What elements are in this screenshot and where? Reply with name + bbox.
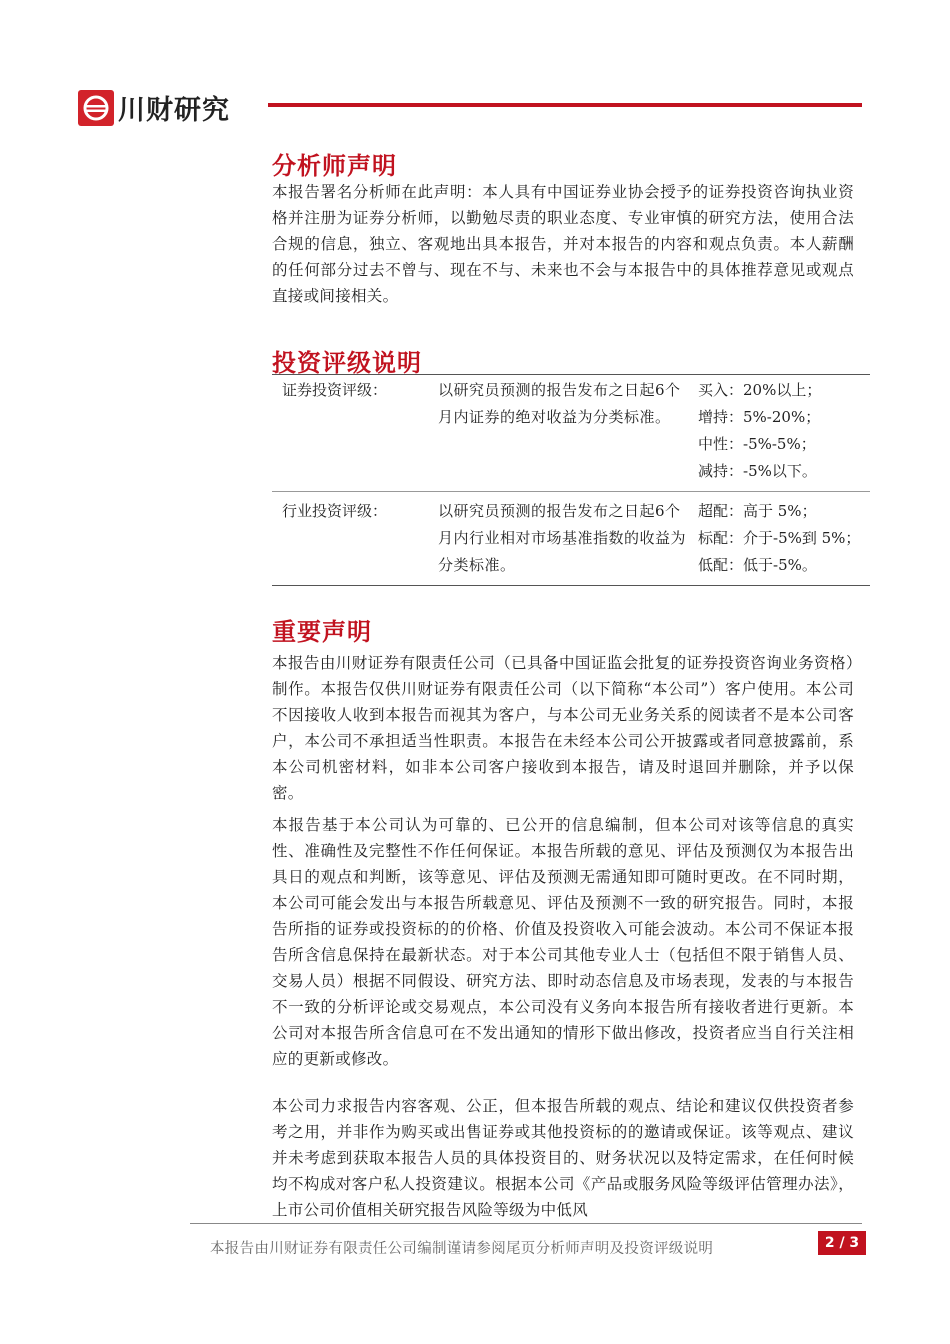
rating-description: 以研究员预测的报告发布之日起6个月内证券的绝对收益为分类标准。 <box>438 375 688 492</box>
important-disclaimer-title: 重要声明 <box>272 617 372 646</box>
disclaimer-paragraph: 本报告基于本公司认为可靠的、已公开的信息编制，但本公司对该等信息的真实性、准确性及完整性不作任何保证。本报告所载的意见、评估及预测仅为本报告出具日的观点和判断，该等意见、评估及预测无需通知即可随时更改。在不同时期，本公司可能会发出与本报告所载意见、评估及预测不一致的研究报告。同时，本报告所指的证券或投资标的的价格、价值及投资收入可能会波动。本公司不保证本报告所含信息保持在最新状态。对于本公司其他专业人士（包括但不限于销售人员、交易人员）根据不同假设、研究方法、即时动态信息及市场表现，发表的与本报告不一致的分析评论或交易观点，本公司没有义务向本报告所有接收者进行更新。本公司对本报告所含信息可在不发出通知的情形下做出修改，投资者应当自行关注相应的更新或修改。 <box>272 816 854 1068</box>
footer-note: 本报告由川财证券有限责任公司编制谨请参阅尾页分析师声明及投资评级说明 <box>210 1241 714 1257</box>
disclaimer-paragraph: 本报告由川财证券有限责任公司（已具备中国证监会批复的证券投资咨询业务资格）制作。本报告仅供川财证券有限责任公司（以下简称“本公司”）客户使用。本公司不因接收人收到本报告而视其为客户，与本公司无业务关系的阅读者不是本公司客户，本公司不承担适当性职责。本报告在未经本公司公开披露或者同意披露前，系本公司机密材料，如非本公司客户接收到本报告，请及时退回并删除，并予以保密。 <box>272 654 854 802</box>
rating-label: 证券投资评级： <box>272 375 438 492</box>
footer-divider <box>190 1223 862 1224</box>
rating-level: 减持：-5%以下。 <box>698 462 817 480</box>
rating-level: 中性：-5%-5%； <box>698 435 816 453</box>
company-logo-text: 川财研究 <box>118 95 230 126</box>
page-number-badge: 2 / 3 <box>818 1231 866 1255</box>
rating-label: 行业投资评级： <box>272 492 438 586</box>
page-header <box>0 0 950 140</box>
rating-table <box>272 374 870 586</box>
rating-level: 标配：介于-5%到 5%； <box>698 529 861 547</box>
rating-row-securities <box>272 375 870 492</box>
rating-level: 超配：高于 5%； <box>698 502 817 520</box>
rating-levels <box>688 492 870 586</box>
rating-description: 以研究员预测的报告发布之日起6个月内行业相对市场基准指数的收益为分类标准。 <box>438 492 688 586</box>
disclaimer-paragraph: 本公司力求报告内容客观、公正，但本报告所载的观点、结论和建议仅供投资者参考之用，并非作为购买或出售证券或其他投资标的的邀请或保证。该等观点、建议并未考虑到获取本报告人员的具体投资目的、财务状况以及特定需求，在任何时候均不构成对客户私人投资建议。根据本公司《产品或服务风险等级评估管理办法》，上市公司价值相关研究报告风险等级为中低风 <box>272 1097 854 1219</box>
analyst-statement-text: 本报告署名分析师在此声明：本人具有中国证券业协会授予的证券投资咨询执业资格并注册为证券分析师，以勤勉尽责的职业态度、专业审慎的研究方法，使用合法合规的信息，独立、客观地出具本报告，并对本报告的内容和观点负责。本人薪酬的任何部分过去不曾与、现在不与、未来也不会与本报告中的具体推荐意见或观点直接或间接相关。 <box>272 183 854 305</box>
rating-levels <box>688 375 870 492</box>
company-logo-icon <box>78 90 114 126</box>
header-divider <box>268 103 862 107</box>
rating-explanation-title: 投资评级说明 <box>272 348 422 377</box>
rating-level: 买入：20%以上； <box>698 381 822 399</box>
rating-row-industry <box>272 492 870 586</box>
rating-level: 增持：5%-20%； <box>698 408 821 426</box>
analyst-statement-title: 分析师声明 <box>272 151 397 180</box>
rating-level: 低配：低于-5%。 <box>698 556 817 574</box>
